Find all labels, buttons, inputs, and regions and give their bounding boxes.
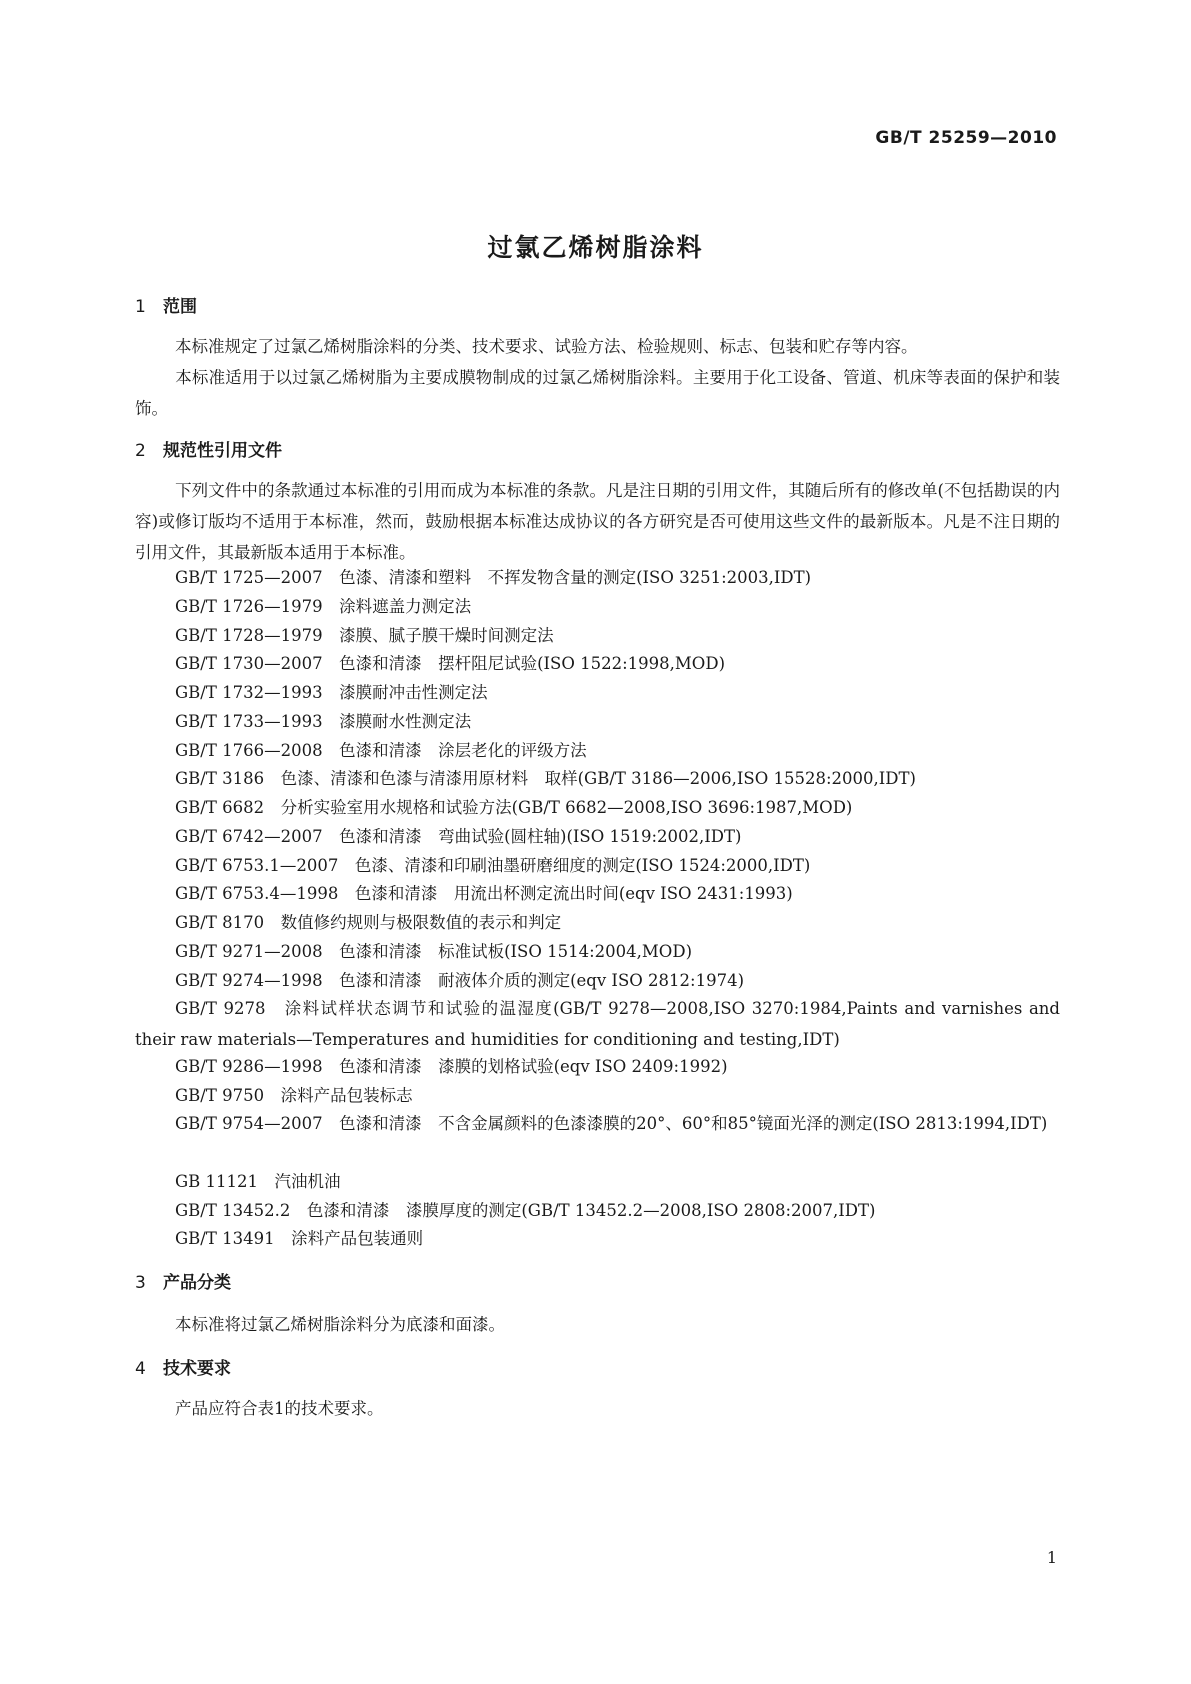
page-number: 1 [1046,1548,1057,1567]
document-title: 过氯乙烯树脂涂料 [487,233,704,262]
reference-item: GB/T 13452.2 色漆和清漆 漆膜厚度的测定(GB/T 13452.2—2008,ISO 2808:2007,IDT) [175,1201,876,1220]
reference-item: GB/T 9754—2007 色漆和清漆 不含金属颜料的色漆漆膜的20°、60°和85°镜面光泽的测定(ISO 2813:1994,IDT) [175,1114,1048,1133]
standard-code: GB/T 25259—2010 [875,128,1057,148]
reference-item: GB/T 9286—1998 色漆和清漆 漆膜的划格试验(eqv ISO 2409:1992) [175,1057,728,1076]
section-paragraph: 本标准将过氯乙烯树脂涂料分为底漆和面漆。 [175,1315,505,1334]
reference-item: GB/T 1728—1979 漆膜、腻子膜干燥时间测定法 [175,626,554,645]
reference-item: GB/T 13491 涂料产品包装通则 [175,1229,424,1248]
reference-item: GB/T 6682 分析实验室用水规格和试验方法(GB/T 6682—2008,ISO 3696:1987,MOD) [175,798,853,817]
reference-item: GB/T 1733—1993 漆膜耐水性测定法 [175,712,472,731]
reference-item: GB/T 9274—1998 色漆和清漆 耐液体介质的测定(eqv ISO 2812:1974) [175,971,745,990]
reference-item: GB/T 1766—2008 色漆和清漆 涂层老化的评级方法 [175,741,587,760]
section-heading-3: 3 产品分类 [135,1273,231,1293]
section-paragraph: 产品应符合表1的技术要求。 [175,1399,384,1418]
section-paragraph: 本标准适用于以过氯乙烯树脂为主要成膜物制成的过氯乙烯树脂涂料。主要用于化工设备、管道、机床等表面的保护和装饰。 [135,368,1060,418]
reference-item: GB/T 3186 色漆、清漆和色漆与清漆用原材料 取样(GB/T 3186—2006,ISO 15528:2000,IDT) [175,769,916,788]
reference-item: GB/T 6742—2007 色漆和清漆 弯曲试验(圆柱轴)(ISO 1519:2002,IDT) [175,827,742,846]
reference-item: GB/T 1725—2007 色漆、清漆和塑料 不挥发物含量的测定(ISO 3251:2003,IDT) [175,568,812,587]
section-paragraph: 本标准规定了过氯乙烯树脂涂料的分类、技术要求、试验方法、检验规则、标志、包装和贮存等内容。 [175,337,918,356]
reference-item: GB/T 8170 数值修约规则与极限数值的表示和判定 [175,913,562,932]
section-heading-4: 4 技术要求 [135,1359,231,1379]
reference-item: GB/T 1732—1993 漆膜耐冲击性测定法 [175,683,488,702]
section-paragraph: 下列文件中的条款通过本标准的引用而成为本标准的条款。凡是注日期的引用文件，其随后所有的修改单(不包括勘误的内容)或修订版均不适用于本标准，然而，鼓励根据本标准达成协议的各方研究是否可使用这些文件的最新版本。凡是不注日期的引用文件，其最新版本适用于本标准。 [135,481,1060,562]
reference-item: GB/T 9271—2008 色漆和清漆 标准试板(ISO 1514:2004,MOD) [175,942,693,961]
reference-item: GB/T 9750 涂料产品包装标志 [175,1086,413,1105]
section-heading-1: 1 范围 [135,297,197,317]
reference-item: GB 11121 汽油机油 [175,1172,341,1191]
section-heading-2: 2 规范性引用文件 [135,441,282,461]
reference-item: GB/T 6753.4—1998 色漆和清漆 用流出杯测定流出时间(eqv ISO 2431:1993) [175,884,793,903]
reference-item: GB/T 9278 涂料试样状态调节和试验的温湿度(GB/T 9278—2008,ISO 3270:1984,Paints and varnishes and their raw materials—Temperatures and humidities for conditioning and testing,IDT) [135,999,1060,1049]
reference-item: GB/T 1730—2007 色漆和清漆 摆杆阻尼试验(ISO 1522:1998,MOD) [175,654,726,673]
reference-item: GB/T 6753.1—2007 色漆、清漆和印刷油墨研磨细度的测定(ISO 1524:2000,IDT) [175,856,811,875]
reference-item: GB/T 1726—1979 涂料遮盖力测定法 [175,597,472,616]
